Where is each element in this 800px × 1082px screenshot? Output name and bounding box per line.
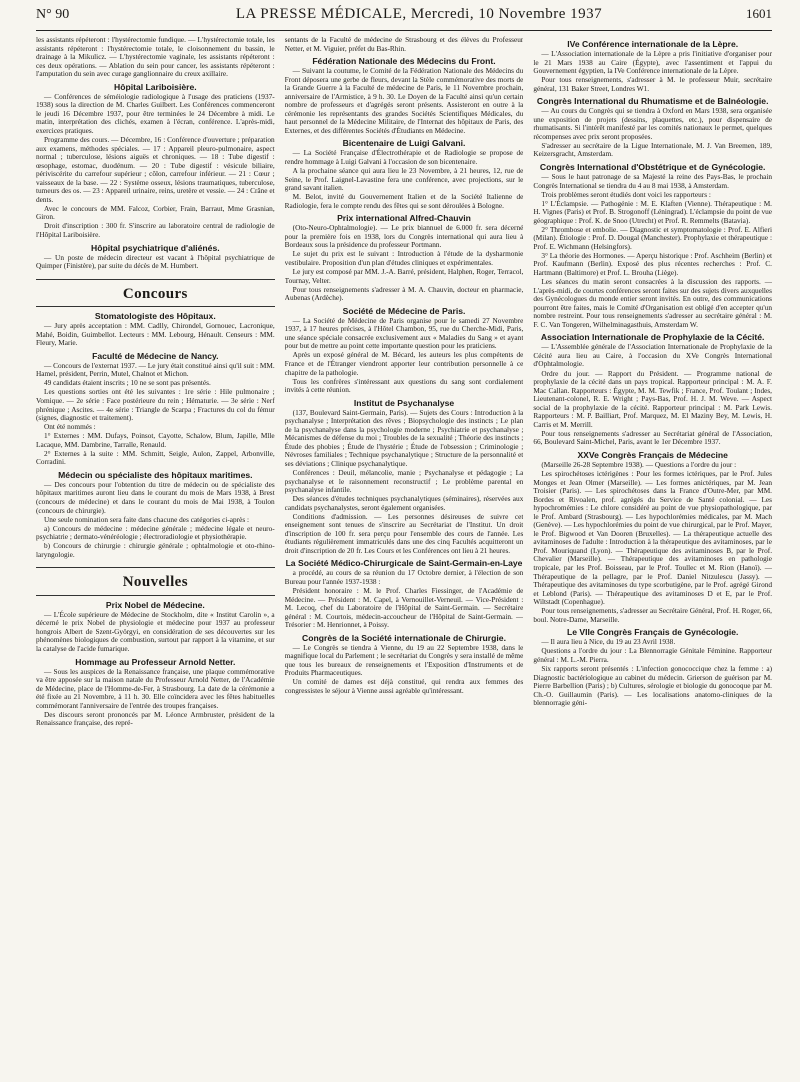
article-text: — Le Congrès se tiendra à Vienne, du 19 au 22 Septembre 1938, dans le magnifique local du Parlement ; le secrétariat du Congrès y sera installé de même que tous les bureaux de renseignements et l'Exposition d'Instruments et de Produits Pharmaceutiques. [284, 642, 524, 678]
article-text: — La Société de Médecine de Paris organise pour le samedi 27 Novembre 1937, à 17 heures précises, à l'Hôtel Chambon, 95, rue du Cherche-Midi, Paris, une séance spéciale consacrée exclusivement aux « Maladies du Sang » et ayant pour but de mettre au point cette importante question pour les praticiens. [284, 315, 524, 351]
article-text: Une seule nomination sera faite dans chacune des catégories ci-après : [44, 514, 250, 524]
issue-number: N° 90 [36, 7, 70, 22]
article-title: Prix international Alfred-Chauvin [337, 213, 471, 224]
article-title: XXVe Congrès Français de Médecine [577, 449, 728, 460]
article-text: a procédé, au cours de sa réunion du 17 Octobre dernier, à l'élection de son Bureau pour l'année 1937-1938 : [284, 568, 524, 586]
article-text: Pour tous renseignements s'adresser à M. A. Chauvin, docteur en pharmacie, Aubenas (Ardèche). [284, 284, 524, 303]
article-text: Les questions sorties ont été les suivantes : 1re série : Hile pulmonaire ; Vomique. — 2e série : Face postérieure du rein ; Hématurie. — 3e série : Nerf phrénique ; Ascites. — 4e série : Triangle de Scarpa ; Fractures du col du fémur (signes, diagnostic et traitement). [36, 387, 275, 423]
article-text: — Un poste de médecin directeur est vacant à l'hôpital psychiatrique de Quimper (Finistère), par suite du décès de M. Humbert. [36, 252, 275, 271]
article-text: — Jury après acceptation : MM. Cadlly, Chirondel, Gornouec, Lacronique, Mahé, Boidin, Guimbellot. Lecteurs : MM. Lebourg, Hénault. Censeurs : MM. Fleury, Marie. [36, 321, 275, 348]
article-title: Hommage au Professeur Arnold Netter. [75, 656, 236, 667]
article-text: — Sous les auspices de la Renaissance française, une plaque commémorative va être apposée sur la maison natale du Professeur Arnold Netter, de l'Académie de Médecine, place de l'Homme-de-Fer, à Strasbourg. La date de la cérémonie a été fixée au 21 Novembre, à 11 h. 30. Elle coïncidera avec les fêtes habituelles commémorant l'anniversaire de l'entrée des troupes françaises. [36, 666, 275, 710]
article-text: Pour tous renseignements s'adresser au Secrétariat général de l'Association, 66, Boulevard Saint-Michel, Paris, avant le 1er Décembre 1937. [533, 428, 773, 447]
article-text: (Oto-Neuro-Ophtalmologie). — Le prix biannuel de 6.000 fr. sera décerné pour la première fois en 1938, lors du Congrès international qui aura lieu à Bordeaux sous la présidence du professeur Portmann. [284, 223, 524, 250]
article-text: Droit d'inscription : 300 fr. S'inscrire au laboratoire central de radiologie de l'Hôpital Lariboisière. [36, 221, 275, 239]
article-text: — Suivant la coutume, le Comité de la Fédération Nationale des Médecins du Front déposera une gerbe de fleurs, devant la Stèle commémorative des morts de la Grande Guerre à la Faculté de médecine de Paris, le 11 Novembre prochain, anniversaire de l'Armistice, à 9 h. 30. Le Doyen de la Faculté ainsi qu'un certain nombre de professeurs et d'agrégés seront présents. Assisteront en outre à la cérémonie les représentants des grandes Sociétés Scientifiques Médicales, du haut personnel de la Médecine Militaire, de l'Internat des hôpitaux de Paris, des Externes, et des différentes Sociétés d'Étudiants en Médecine. [284, 66, 524, 135]
article-text: Des séances d'études techniques psychanalytiques (séminaires), réservées aux candidats psychanalystes, seront également organisées. [284, 494, 524, 512]
article-text: Pour tous renseignements, s'adresser à M. le professeur Muir, secrétaire général, 131 Baker Street, Londres W1. [533, 75, 773, 93]
article-title: IVe Conférence internationale de la Lèpre. [567, 39, 739, 49]
article-title: Congrès International d'Obstétrique et de Gynécologie. [539, 162, 766, 173]
section-heading: Nouvelles [122, 574, 188, 591]
article-title: Hôpital psychiatrique d'aliénés. [91, 242, 220, 253]
article-title: Médecin ou spécialiste des hôpitaux maritimes. [58, 469, 253, 480]
article-title: Société de Médecine de Paris. [342, 305, 466, 316]
article-text: Tous les confrères s'intéressant aux questions du sang sont cordialement invités à cette réunion. [284, 376, 524, 395]
article-text: Conférences : Deuil, mélancolie, manie ; Psychanalyse et pédagogie ; La psychanalyse et le raisonnement reconstructif ; Le problème parental en psychanalyse infantile. [284, 467, 524, 495]
article-text: 49 candidats étaient inscrits ; 10 ne se sont pas présentés. [44, 378, 211, 388]
article-text: Les séances du matin seront consacrées à la discussion des rapports. — L'après-midi, de courtes conférences seront faites sur des sujets divers auxquelles des Gynécologues du monde entier seront invités. En outre, des communications pourront être faites, mais le Comité d'Organisation est obligé d'en accepter qu'un nombre restreint. Pour tous renseignements s'adresser au secrétaire général : M. F. C. Van Tongeren, Wilhelminagasthuis, Amsterdam W. [533, 277, 773, 329]
article-text: (Marseille 26-28 Septembre 1938). — Questions a l'ordre du jour : [541, 459, 737, 469]
article-text: — Conférences de séméiologie radiologique à l'usage des praticiens (1937-1938) sous la direction de M. Charles Guilbert. Les Conférences commenceront le jeudi 16 Décembre 1937, pour être terminées le 24 Décembre à midi. Le matin, interprétation des clichés, examen à l'écran, conférence. L'après-midi, exercices pratiques. [36, 91, 275, 135]
article-title: Hôpital Lariboisière. [114, 81, 197, 92]
article-text: — Il aura lieu à Nice, du 19 au 23 Avril 1938. [541, 637, 676, 647]
article-text: M. Belot, invité du Gouvernement Italien et de la Société Italienne de Radiologie, fera le compte rendu des fêtes qui se sont déroulées à Bologne. [284, 192, 524, 210]
article-text: — L'Assemblée générale de l'Association Internationale de Prophylaxie de la Cécité aura lieu au Caire, à l'occasion du XVe Congrès International d'Ophtalmologie. [533, 342, 773, 369]
article-text: Après un exposé général de M. Bécard, les auteurs les plus compétents de France et de l'Étranger viendront apporter leur contribution personnelle à ce chapitre de la pathologie. [284, 350, 524, 377]
article-text: 2° Thrombose et embolie. — Diagnostic et symptomatologie : Prof. E. Alfieri (Milan). Étiologie : Prof. D. Dougal (Manchester). Prophylaxie et thérapeutique : Prof. E. Wichmann (Helsingfors). [533, 224, 773, 251]
article-text: S'adresser au secrétaire de la Ligue Internationale, M. J. Van Breemen, 189, Keizersgracht, Amsterdam. [533, 140, 773, 159]
article-text: Questions a l'ordre du jour : La Blennorragie Génitale Féminine. Rapporteur général : M. L.-M. Pierra. [533, 646, 773, 664]
newspaper-title: LA PRESSE MÉDICALE, Mercredi, 10 Novembre 1937 [235, 6, 603, 22]
article-text: Des discours seront prononcés par M. Léonce Armbruster, président de la Renaissance française, des repré- [36, 709, 275, 728]
article-text: — Au cours du Congrès qui se tiendra à Oxford en Mars 1938, sera organisée une exposition de projets (dessins, plaquettes, etc.), pour dispensaire de rhumatisants. Si l'intérêt manifesté par les comités nationaux le permet, quelques récompenses avec prix seront proposées. [533, 106, 773, 141]
article-text: Ordre du jour. — Rapport du Président. — Programme national de prophylaxie de la cécité dans un pays tropical. Rapporteur principal : M. A. F. Mac Callan. Rapporteurs : Égypte, M. M. Tewfik ; France, Prof. Toulant ; Indes, Lieutenant-colonel, R. E. Wright ; Pays-Bas, Prof. H. J. M. Weve. — Aspect social de la prophylaxie de la cécité. Rapporteur principal : M. Park Lewis. Rapporteurs : M. P. Bailliart, Prof. Marquez, M. El Maziny Bey, M. Lewis, H. Carris et M. Merrill. [533, 368, 773, 429]
article-text: Conditions d'admission. — Les personnes désireuses de suivre cet enseignement sont tenues de s'inscrire au Secrétariat de l'Institut. Un droit d'inscription de 100 fr. sera perçu pour l'ensemble des cours de l'année. Les étudiants régulièrement immatriculés dans une des cinq Facultés acquitteront un droit d'inscription de 20 fr. Les Cours et les Conférences ont lieu à 21 heures. [284, 511, 524, 555]
article-text: Trois problèmes seront étudiés dont voici les rapporteurs : [541, 189, 711, 199]
masthead [36, 6, 772, 31]
article-title: Faculté de Médecine de Nancy. [92, 350, 219, 361]
concours-section-header [36, 279, 275, 308]
article-text: Le sujet du prix est le suivant : Introduction à l'étude de la dysharmonie vestibulaire. Proposition d'un plan d'études cliniques et expérimentales. [284, 249, 524, 267]
article-text: A la prochaine séance qui aura lieu le 23 Novembre, à 21 heures, 12, rue de Seine, le Prof. Laignel-Lavastine fera une conférence, avec projections, sur le grand savant italien. [284, 166, 524, 193]
article-title: Le VIIe Congrès Français de Gynécologie. [566, 627, 739, 638]
article-text: — Sous le haut patronage de sa Majesté la reine des Pays-Bas, le prochain Congrès International se tiendra du 4 au 8 mai 1938, à Amsterdam. [533, 172, 773, 190]
article-text: — La Société Française d'Électrothérapie et de Radiologie se propose de rendre hommage à Luigi Galvani à l'occasion de son bicentenaire. [284, 148, 524, 167]
article-text: — L'Association internationale de la Lèpre a pris l'initiative d'organiser pour le 21 Mars 1938 au Caire (Égypte), avec l'assentiment et l'appui du Gouvernement égyptien, la IVe Conférence internationale de la Lèpre. [533, 49, 773, 76]
article-text: Le jury est composé par MM. J.-A. Barré, président, Halphen, Roger, Terracol, Tournay, Velter. [284, 267, 524, 285]
article-title: Congrès de la Société internationale de Chirurgie. [302, 632, 506, 643]
article-text: 3° La théorie des Hormones. — Aperçu historique : Prof. Aschheim (Berlin) et Prof. Kaufmann (Berlin). Exposé des plus récentes recherches : Prof. C. Hartmann (Baltimore) et Prof. L. Brouha (Liège). [533, 250, 773, 278]
nouvelles-section-header [36, 567, 275, 596]
page-number: 1601 [745, 6, 772, 21]
article-text: les assistants répéteront : l'hystérectomie fundique. — L'hystérectomie totale, les assistants répéteront : l'hystérectomie totale, le cloisonnement du bassin, le drainage à la Mikulicz. — L'hystérectomie vaginale, les assistants répéteront : ces deux opérations. — Ablation du sein pour cancer, les assistants répéteront : l'amputation du sein avec curage ganglionnaire du creux axillaire. [36, 36, 275, 79]
article-text: Les spirochétoses ictérigènes : Pour les formes ictériques, par le Prof. Jules Monges et Jean Olmer (Marseille). — Les formes anictériques, par M. Jean Troisier (Paris). — Les spirochétoses dans la France d'Outre-Mer, par MM. Bordes et Rivoalen, prof. agrégés du Service de Santé colonial. — Les hypochromémies : Le chlore considéré au point de vue physiopathologique, par le Prof. Ambard (Strasbourg). — Les hypochlorémies médicales, par M. Mach (Genève). — Les hypochlorémies du point de vue chirurgical, par le Prof. Mayer, le Prof. Bigwood et Van Dooren (Bruxelles). — La thérapeutique actuelle des avitaminoses de l'adulte : Introduction à la thérapeutique des avitaminoses, par le Prof. Mouriquand (Lyon). — Thérapeutique des avitaminoses B, par le Prof. Chevalier (Marseille). — Thérapeutique des avitaminoses en pathologie tropicale, par les Prof. Boisseau, par le Prof. Toullec et M. Rion (Hanoï). — Thérapeutique de la pellagre, par le Prof. Daniel Nitzulescu (Jassy). — Thérapeutique des avitaminoses du type scorbutigène, par le Prof. agrégé Girond et Leblond (Paris). — Thérapeutique des avitaminoses D et E, par le Prof. Wiltstadt (Copenhague). [533, 468, 773, 607]
column-3 [533, 36, 772, 1076]
article-title: Fédération Nationale des Médecins du Front. [312, 56, 496, 67]
article-text: a) Concours de médecine : médecine générale ; médecine légale et neuro-psychiatrie ; dermato-vénéréologie ; électroradiologie et physiothérapie. [36, 523, 275, 542]
article-text: Président honoraire : M. le Prof. Charles Fiessinger, de l'Académie de Médecine. — Président : M. Capel, à Vernouillet-Verneuil. — Vice-Président : M. Lecoq, chef du Laboratoire de l'Hôpital de Saint-Germain. — Secrétaire général : M. Courtois, médecin-accoucheur de l'Hôpital de Saint-Germain. — Trésorier : M. Henrionnet, à Poissy. [284, 586, 524, 630]
article-text: 1° L'Éclampsie. — Pathogénie : M. E. Klaften (Vienne). Thérapeutique : M. H. Vignes (Paris) et Prof. B. Strogonoff (Léningrad). L'éclampsie du point de vue géographique : Prof. K. de Snoo (Utrecht) et Prof. R. Remmelts (Batavia). [533, 198, 773, 225]
article-text: — L'École supérieure de Médecine de Stockholm, dite « Institut Carolin », a décerné le prix Nobel de physiologie et médecine pour 1937 au professeur hongrois Albert de Szent-Györgyi, en considération de ses découvertes sur les phénomènes biologiques de combustion, surtout par rapport à la vitamine, et sur la catalyse de l'acide fumarique. [36, 609, 275, 654]
article-text: Un comité de dames est déjà constitué, qui rendra aux femmes des congressistes le séjour à Vienne aussi agréable qu'intéressant. [284, 677, 524, 695]
article-text: sentants de la Faculté de médecine de Strasbourg et des élèves du Professeur Netter, et M. Viguier, préfet du Bas-Rhin. [284, 36, 524, 53]
column-1 [36, 36, 275, 1076]
columns [36, 36, 772, 1076]
article-title: Association Internationale de Prophylaxie de la Cécité. [540, 332, 765, 343]
article-text: 1° Externes : MM. Dufays, Poinsot, Cayotte, Schalow, Blum, Japille, Mlle Lacaque, MM. Dambrine, Tarralle, Renauld. [36, 431, 275, 449]
article-text: b) Concours de chirurgie : chirurgie générale ; ophtalmologie et oto-rhino-laryngologie. [36, 541, 275, 559]
article-text: Six rapports seront présentés : L'infection gonococcique chez la femme : a) Diagnostic bactériologique au cabinet du médecin. Grierson de guérison par M. Pierre Barbellion (Paris) ; b) Cultures, sérologie et biologie du gonocoque par M. Ch.-O. Guillaumin (Paris). — Les localisations anatomo-cliniques de la blennorragie géni- [533, 663, 773, 708]
article-text: — Des concours pour l'obtention du titre de médecin ou de spécialiste des hôpitaux maritimes auront lieu dans le courant du mois de Mars 1938, à Brest (concours de médecine) et dans le courant du mois de Mai 1938, à Toulon (concours de chirurgie). [36, 479, 275, 515]
article-text: — Concours de l'externat 1937. — Le jury était constitué ainsi qu'il suit : MM. Hamel, président, Perrin, Mutel, Chalnot et Michon. [36, 360, 275, 379]
article-title: Prix Nobel de Médecine. [105, 599, 205, 610]
article-title: Bicentenaire de Luigi Galvani. [342, 138, 466, 149]
article-text: 2° Externes à la suite : MM. Schmitt, Seigle, Aulon, Zappel, Arbonville, Corradini. [36, 448, 275, 467]
article-title: Stomatologiste des Hôpitaux. [94, 311, 216, 322]
article-text: Ont été nommés : [44, 422, 96, 432]
article-text: Avec le concours de MM. Falcoz, Corbier, Frain, Barraut, Mme Grasnian, Giron. [36, 203, 275, 222]
article-title: La Société Médico-Chirurgicale de Saint-Germain-en-Laye [285, 558, 523, 569]
section-heading: Concours [122, 285, 188, 302]
column-2 [285, 36, 524, 1076]
article-text: Pour tous renseignements, s'adresser au Secrétaire Général, Prof. H. Roger, 66, boul. Notre-Dame, Marseille. [533, 606, 773, 624]
article-title: Congrès International du Rhumatisme et de Balnéologie. [536, 96, 769, 107]
article-text: (137, Boulevard Saint-Germain, Paris). — Sujets des Cours : Introduction à la psychanalyse ; Interprétation des rêves ; Biopsychologie des instincts ; Le plan de la psychanalyse dans la psychologie moderne ; Psychiatrie et psychanalyse ; Mécanismes de défense du moi ; Troubles de la sexualité ; Théorie des instincts ; Étude des phobies ; Étude de l'hystérie ; Étude de l'obsession ; Criminologie ; Névroses familiales ; Technique psychanalytique ; Structure de la personnalité et ses déviations ; Clinique psychanalytique. [284, 407, 524, 468]
article-text: Programme des cours. — Décembre, 16 : Conférence d'ouverture ; préparation aux examens, méthodes spéciales. — 17 : Appareil pleuro-pulmonaire, aspect normal ; tuberculose, lésions aiguës et chroniques. — 18 : Tube digestif : œsophage, estomac, duodénum. — 20 : Tube digestif : vésicule biliaire, périviscérite du carrefour supérieur ; côlon, carrefour inférieur. — 21 : Cœur ; vaisseaux de la base. — 22 : Système osseux, lésions traumatiques, tuberculose, tumeurs des os. — 23 : Appareil urinaire, reins, uretère et vessie. — 24 : Crâne et dents. [36, 134, 275, 204]
article-title: Institut de Psychanalyse [353, 397, 455, 408]
